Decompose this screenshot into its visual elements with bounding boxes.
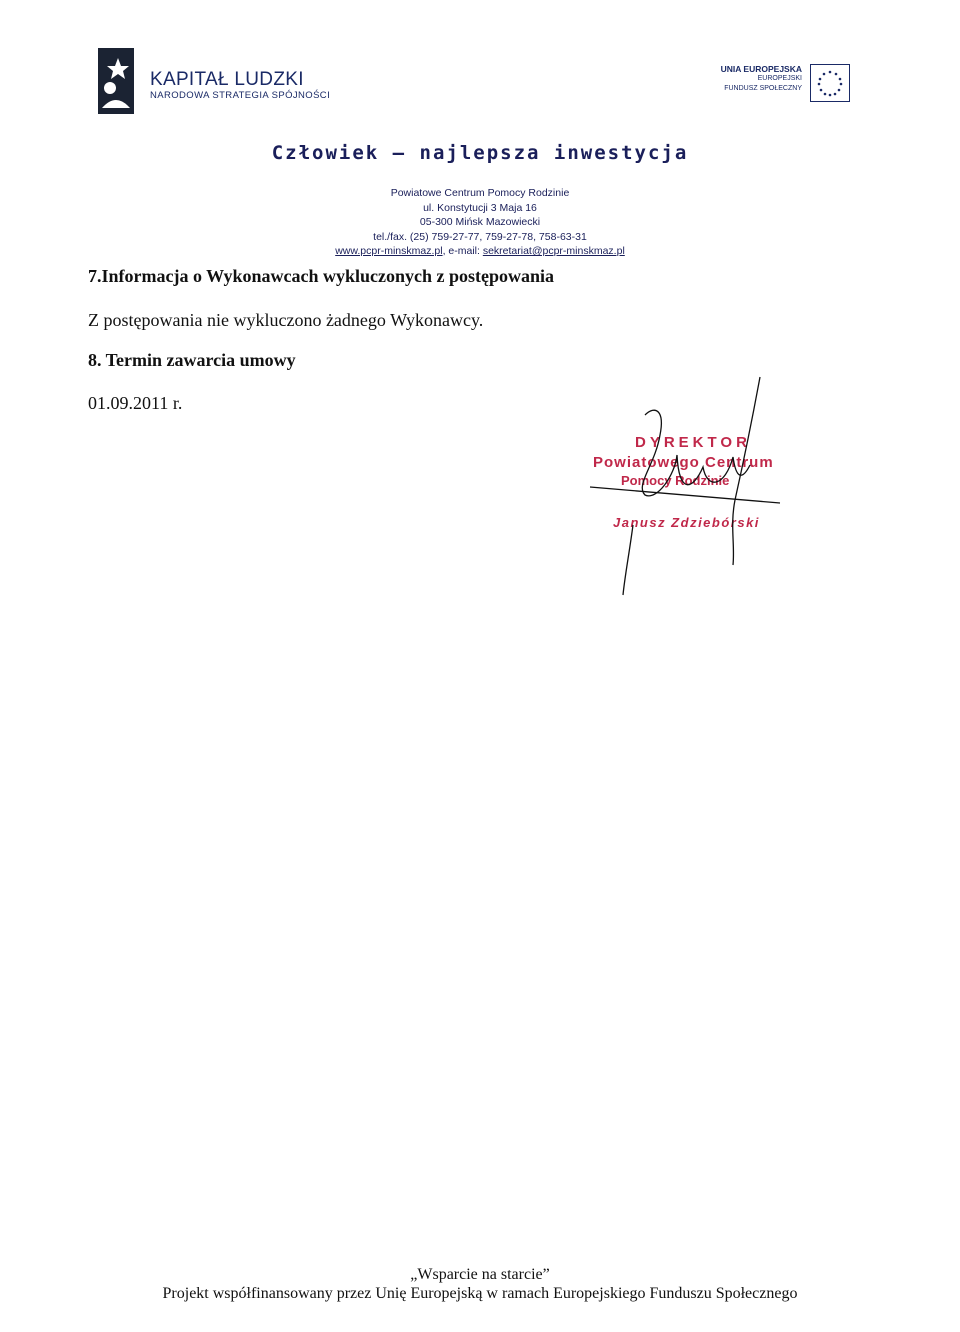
stamp-line2: Powiatowego Centrum [593,454,774,471]
section-7-heading: 7.Informacja o Wykonawcach wykluczonych z postępowania [88,266,555,286]
address-line-phone: tel./fax. (25) 759-27-77, 759-27-78, 758-63-31 [373,230,587,243]
section-7-text: Z postępowania nie wykluczono żadnego Wykonawcy. [88,310,484,330]
footer-project-title: „Wsparcie na starcie” [410,1266,550,1283]
address-line-street: ul. Konstytucji 3 Maja 16 [423,201,537,214]
kapital-ludzki-emblem-icon [98,48,134,114]
logo-subtitle: NARODOWA STRATEGIA SPÓJNOŚCI [150,90,331,101]
kapital-ludzki-logo [98,48,330,114]
stamp-name: Janusz Zdziebórski [613,515,760,530]
footer-cofinancing-note: Projekt współfinansowany przez Unię Europejską w ramach Europejskiego Funduszu Społecznego [162,1285,798,1302]
section-8-heading: 8. Termin zawarcia umowy [88,350,296,370]
slogan: Człowiek – najlepsza inwestycja [271,142,689,164]
address-line-contact [0,244,960,259]
section-8-date: 01.09.2011 r. [88,393,183,413]
email-label: , e-mail: [442,245,483,257]
director-stamp [585,375,805,605]
eu-logo-line2: EUROPEJSKI [757,75,802,82]
address-line-city: 05-300 Mińsk Mazowiecki [419,216,541,228]
address-line-name: Powiatowe Centrum Pomocy Rodzinie [390,187,570,199]
eu-logo [721,64,850,102]
email-link[interactable]: sekretariat@pcpr-minskmaz.pl [482,245,625,257]
website-link[interactable]: www.pcpr-minskmaz.pl [335,245,443,257]
stamp-title: DYREKTOR [635,434,751,451]
institution-address [0,186,960,259]
stamp-line3: Pomocy Rodzinie [621,473,730,488]
eu-flag-icon [810,64,850,102]
eu-logo-line3: FUNDUSZ SPOŁECZNY [724,85,802,92]
logo-title: KAPITAŁ LUDZKI [150,69,304,90]
eu-logo-line1: UNIA EUROPEJSKA [720,64,802,74]
